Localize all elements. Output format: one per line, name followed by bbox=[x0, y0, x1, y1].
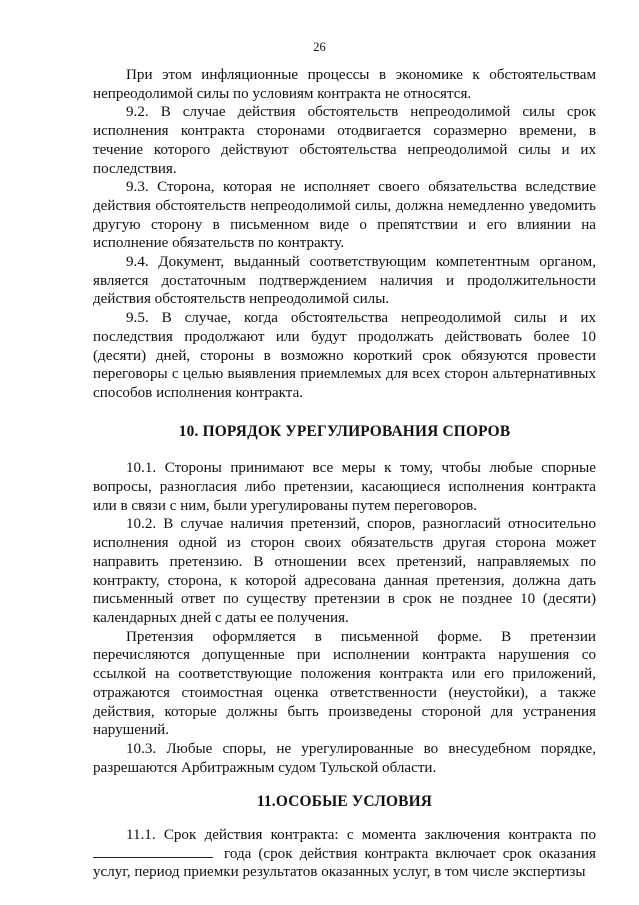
paragraph-9-3: 9.3. Сторона, которая не исполняет своего обязательства вследствие действия обстоятельств непреодолимой силы, должна немедленно уведомить другую сторону в письменном виде о препятствии и его влиянии на исполнение обязательств по контракту. bbox=[93, 179, 596, 252]
paragraph-claim-form: Претензия оформляется в письменной форме. В претензии перечисляются допущенные при исполнении контракта нарушения со ссылкой на соответствующие положения контракта или его приложений, отражаются стоимостная оценка ответственности (неустойки), а также действия, которые должны быть произведены стороной для устранения нарушений. bbox=[93, 628, 596, 739]
paragraph-9-4: 9.4. Документ, выданный соответствующим компетентным органом, является достаточным подтверждением наличия и продолжительности действия обстоятельств непреодолимой силы. bbox=[93, 254, 596, 308]
paragraph-11-1 bbox=[93, 826, 596, 882]
section-heading-11: 11.ОСОБЫЕ УСЛОВИЯ bbox=[256, 793, 433, 811]
paragraph-9-5: 9.5. В случае, когда обстоятельства непреодолимой силы и их последствия продолжают или будут продолжать действовать более 10 (десяти) дней, стороны в возможно короткий срок обязуются провести переговоры с целью выявления приемлемых для всех сторон альтернативных способов исполнения контракта. bbox=[93, 310, 596, 401]
page-number: 26 bbox=[313, 40, 326, 54]
paragraph-10-2: 10.2. В случае наличия претензий, споров, разногласий относительно исполнения одной из сторон своих обязательств другая сторона может направить претензию. В отношении всех претензий, направляемых по контракту, сторона, к которой адресована данная претензия, должна дать письменный ответ по существу претензии в срок не позднее 10 (десяти) календарных дней с даты ее получения. bbox=[93, 516, 596, 626]
paragraph-10-1: 10.1. Стороны принимают все меры к тому, чтобы любые спорные вопросы, разногласия либо претензии, касающиеся исполнения контракта или в связи с ним, были урегулированы путем переговоров. bbox=[93, 460, 596, 514]
paragraph-11-1-start: 11.1. Срок действия контракта: с момента заключения контракта по bbox=[126, 827, 596, 844]
section-heading-10: 10. ПОРЯДОК УРЕГУЛИРОВАНИЯ СПОРОВ bbox=[178, 422, 511, 440]
document-body bbox=[93, 66, 596, 882]
paragraph-11-1-end: года (срок действия контракта включает срок оказания услуг, период приемки результатов оказанных услуг, в том числе экспертизы bbox=[93, 845, 596, 881]
paragraph-9-2: 9.2. В случае действия обстоятельств непреодолимой силы срок исполнения контракта сторонами отодвигается соразмерно времени, в течение которого действуют обстоятельства непреодолимой силы и их последствия. bbox=[93, 104, 596, 177]
blank-fill-line bbox=[93, 845, 213, 858]
paragraph-10-3: 10.3. Любые споры, не урегулированные во внесудебном порядке, разрешаются Арбитражным судом Тульской области. bbox=[93, 740, 596, 776]
paragraph-9-1-cont: При этом инфляционные процессы в экономике к обстоятельствам непреодолимой силы по условиям контракта не относятся. bbox=[93, 67, 596, 102]
